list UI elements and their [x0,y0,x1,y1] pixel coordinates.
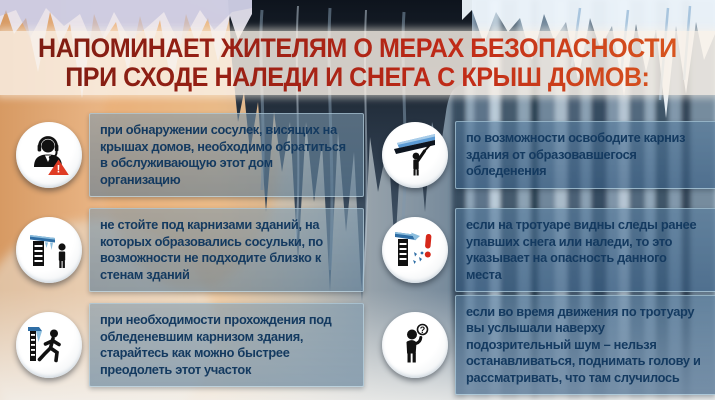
poster-title-line1: НАПОМИНАЕТ ЖИТЕЛЯМ О МЕРАХ БЕЗОПАСНОСТИ [38,33,677,63]
rules-column-right [382,117,715,383]
rule-do-not-stop-look-up [382,303,715,385]
rule-text-plate: не стойте под карнизами зданий, на которых образовались сосульки, по возможности не подходите близко к стенам зданий [89,208,364,292]
running-person-icon [16,312,82,378]
title-banner [0,31,715,95]
rule-pass-quickly [16,307,364,383]
building-icicles-person-icon [16,217,82,283]
rules-column-left [16,117,364,383]
svg-text:!: ! [56,163,61,176]
rule-text-plate: если на тротуаре видны следы ранее упавших снега или наледи, то это указывает на опасность данного места [455,208,715,292]
dispatcher-warning-icon [16,122,82,188]
poster-title-line2: ПРИ СХОДЕ НАЛЕДИ И СНЕГА С КРЫШ ДОМОВ: [65,62,650,92]
rule-fallen-ice-traces [382,212,715,288]
rule-text-plate: если во время движения по тротуару вы услышали наверху подозрительный шум – нельзя останавливаться, поднимать голову и рассматривать, что там случилось [455,295,715,396]
roof-ice-clearing-icon [382,122,448,188]
rule-text-plate: по возможности освободите карниз здания от образовавшегося обледенения [455,121,715,189]
rule-text-plate: при необходимости прохождения под обледеневшим карнизом здания, старайтесь как можно быстрее преодолеть этот участок [89,303,364,387]
person-question-icon [382,312,448,378]
rule-keep-away-from-walls [16,212,364,288]
poster-title [38,34,677,92]
svg-text:?: ? [419,324,426,335]
rule-clear-cornice [382,117,715,193]
rule-text-plate: при обнаружении сосулек, висящих на крышах домов, необходимо обратиться в обслуживающую этот дом организацию [89,113,364,197]
falling-ice-warning-icon [382,217,448,283]
rule-contact-organization [16,117,364,193]
